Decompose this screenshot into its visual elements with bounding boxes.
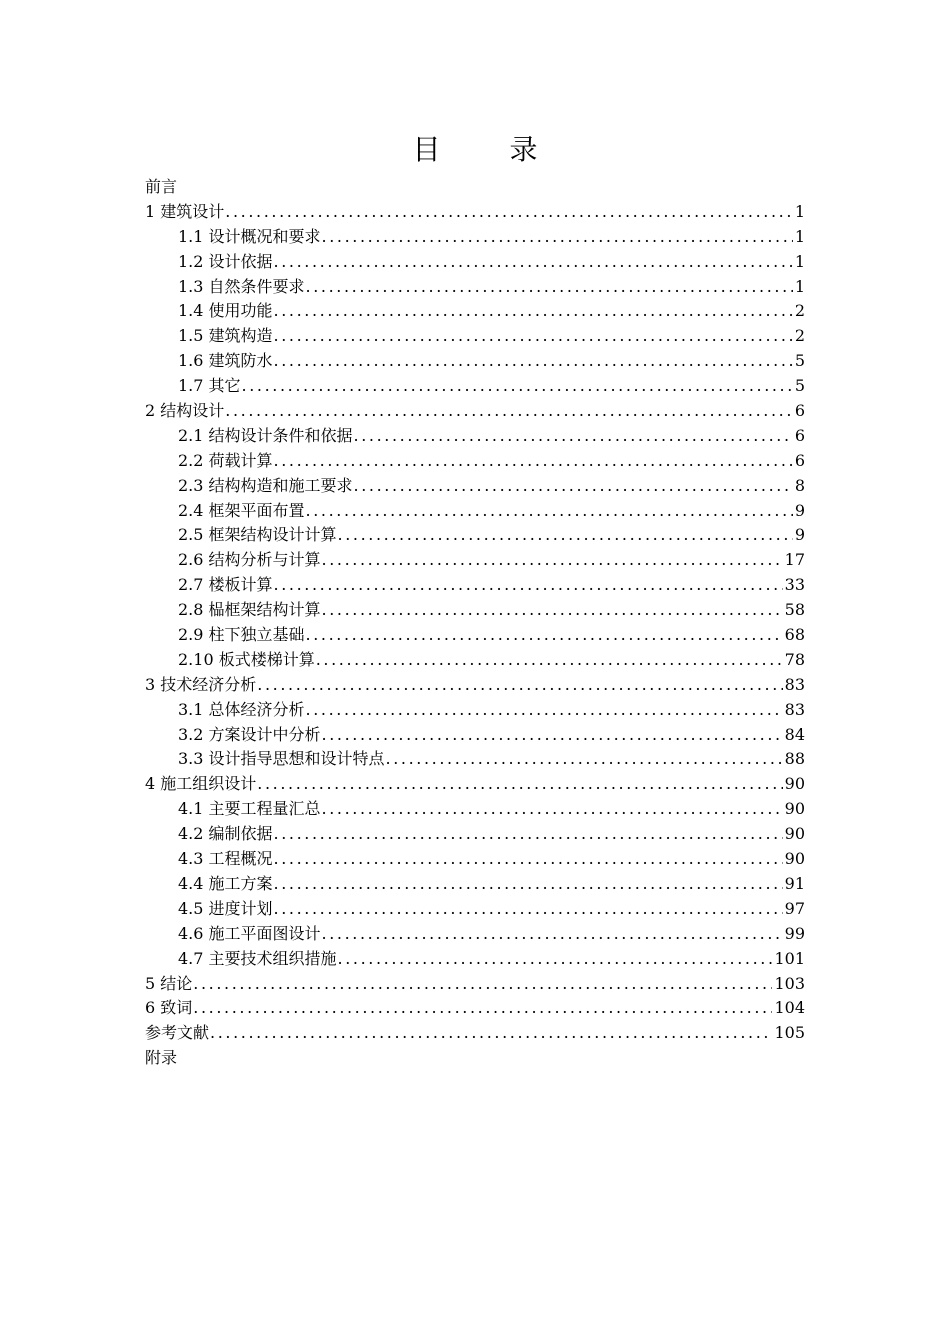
toc-dot-leader: [322, 797, 783, 822]
toc-entry-label: 5 结论: [145, 973, 193, 993]
toc-dot-leader: [322, 723, 783, 748]
toc-entry-label: 2.4 框架平面布置: [178, 500, 305, 520]
toc-entry-page-number: 5: [794, 376, 805, 396]
toc-entry-label: 1.5 建筑构造: [178, 326, 273, 346]
toc-dot-leader: [193, 972, 772, 997]
toc-dot-leader: [306, 698, 783, 723]
toc-entry-page-number: 97: [784, 898, 805, 918]
toc-entry[interactable]: [145, 648, 805, 673]
toc-dot-leader: [274, 872, 783, 897]
toc-dot-leader: [338, 947, 773, 972]
toc-entry-page-number: 91: [784, 873, 805, 893]
toc-dot-leader: [274, 250, 793, 275]
toc-entry[interactable]: [145, 822, 805, 847]
toc-entry-page-number: 90: [784, 824, 805, 844]
toc-entry[interactable]: [145, 1046, 805, 1071]
toc-entry-label: 3.2 方案设计中分析: [178, 724, 321, 744]
toc-entry-label: 6 致词: [145, 998, 193, 1018]
toc-entry-label: 2 结构设计: [145, 401, 225, 421]
toc-dot-leader: [316, 648, 783, 673]
toc-entry-page-number: 103: [774, 973, 805, 993]
toc-entry[interactable]: [145, 499, 805, 524]
toc-entry-label: 4.6 施工平面图设计: [178, 923, 321, 943]
toc-entry-page-number: 9: [794, 525, 805, 545]
toc-entry-label: 2.3 结构构造和施工要求: [178, 475, 353, 495]
toc-entry-page-number: 90: [784, 799, 805, 819]
toc-entry[interactable]: [145, 374, 805, 399]
toc-entry-page-number: 17: [784, 550, 805, 570]
toc-entry[interactable]: [145, 175, 805, 200]
toc-entry[interactable]: [145, 872, 805, 897]
toc-entry-label: 1.3 自然条件要求: [178, 276, 305, 296]
toc-entry-label: 1.2 设计依据: [178, 251, 273, 271]
toc-entry-label: 前言: [145, 177, 178, 196]
toc-entry[interactable]: [145, 523, 805, 548]
toc-dot-leader: [274, 299, 793, 324]
toc-entry[interactable]: [145, 200, 805, 225]
toc-entry-page-number: 1: [794, 226, 805, 246]
toc-dot-leader: [225, 200, 793, 225]
toc-entry-label: 1.1 设计概况和要求: [178, 226, 321, 246]
toc-entry[interactable]: [145, 275, 805, 300]
toc-entry[interactable]: [145, 598, 805, 623]
toc-dot-leader: [306, 499, 793, 524]
toc-entry[interactable]: [145, 573, 805, 598]
toc-dot-leader: [322, 548, 783, 573]
toc-entry-page-number: 105: [774, 1023, 805, 1043]
toc-entry-label: 4.7 主要技术组织措施: [178, 948, 337, 968]
toc-entry-label: 4.5 进度计划: [178, 898, 273, 918]
toc-dot-leader: [322, 922, 783, 947]
toc-entry-page-number: 99: [784, 923, 805, 943]
toc-entry[interactable]: [145, 250, 805, 275]
toc-entry-label: 4.3 工程概况: [178, 849, 273, 869]
toc-entry-page-number: 101: [774, 948, 805, 968]
toc-entry-page-number: 1: [794, 251, 805, 271]
toc-entry[interactable]: [145, 996, 805, 1021]
toc-dot-leader: [225, 399, 793, 424]
toc-entry[interactable]: [145, 1021, 805, 1046]
toc-dot-leader: [274, 349, 793, 374]
toc-entry[interactable]: [145, 225, 805, 250]
toc-entry-page-number: 2: [794, 301, 805, 321]
toc-entry-label: 参考文献: [145, 1023, 210, 1043]
toc-dot-leader: [306, 275, 793, 300]
toc-entry-label: 2.1 结构设计条件和依据: [178, 425, 353, 445]
toc-entry-page-number: 90: [784, 849, 805, 869]
toc-entry[interactable]: [145, 349, 805, 374]
toc-entry-label: 3.3 设计指导思想和设计特点: [178, 749, 385, 769]
toc-dot-leader: [257, 673, 782, 698]
toc-dot-leader: [306, 623, 783, 648]
toc-entry-page-number: 2: [794, 326, 805, 346]
toc-entry[interactable]: [145, 772, 805, 797]
toc-entry[interactable]: [145, 623, 805, 648]
toc-entry-page-number: 90: [784, 774, 805, 794]
toc-entry-label: 附录: [145, 1048, 178, 1068]
toc-entry-page-number: 83: [784, 699, 805, 719]
toc-entry[interactable]: [145, 847, 805, 872]
toc-entry-label: 2.7 楼板计算: [178, 575, 273, 595]
toc-dot-leader: [354, 474, 793, 499]
toc-entry-label: 2.9 柱下独立基础: [178, 625, 305, 645]
toc-dot-leader: [322, 598, 783, 623]
toc-entry-label: 1 建筑设计: [145, 201, 225, 221]
toc-entry-page-number: 84: [784, 724, 805, 744]
toc-dot-leader: [274, 324, 793, 349]
table-of-contents: [145, 175, 805, 1071]
toc-entry[interactable]: [145, 698, 805, 723]
toc-entry-label: 2.5 框架结构设计计算: [178, 525, 337, 545]
toc-entry-page-number: 1: [794, 276, 805, 296]
toc-dot-leader: [274, 847, 783, 872]
toc-entry[interactable]: [145, 299, 805, 324]
toc-entry-page-number: 6: [794, 401, 805, 421]
toc-dot-leader: [257, 772, 782, 797]
toc-dot-leader: [274, 573, 783, 598]
toc-entry[interactable]: [145, 897, 805, 922]
toc-entry[interactable]: [145, 399, 805, 424]
toc-dot-leader: [322, 225, 793, 250]
toc-dot-leader: [354, 424, 793, 449]
toc-dot-leader: [242, 374, 793, 399]
toc-entry[interactable]: [145, 424, 805, 449]
toc-entry-label: 2.6 结构分析与计算: [178, 550, 321, 570]
page-title: 目 录: [412, 133, 568, 166]
toc-entry[interactable]: [145, 474, 805, 499]
toc-entry-page-number: 68: [784, 625, 805, 645]
toc-entry-page-number: 1: [794, 201, 805, 221]
toc-entry-page-number: 5: [794, 351, 805, 371]
toc-entry-page-number: 78: [784, 649, 805, 669]
toc-entry-label: 3.1 总体经济分析: [178, 699, 305, 719]
toc-entry[interactable]: [145, 723, 805, 748]
toc-entry[interactable]: [145, 947, 805, 972]
toc-entry-label: 3 技术经济分析: [145, 674, 257, 694]
toc-entry-label: 2.2 荷载计算: [178, 450, 273, 470]
toc-entry-label: 4.2 编制依据: [178, 824, 273, 844]
toc-dot-leader: [274, 449, 793, 474]
toc-entry-page-number: 6: [794, 450, 805, 470]
toc-entry-page-number: 88: [784, 749, 805, 769]
toc-entry[interactable]: [145, 797, 805, 822]
toc-dot-leader: [386, 747, 783, 772]
toc-dot-leader: [338, 523, 793, 548]
toc-entry-label: 4.4 施工方案: [178, 873, 273, 893]
toc-entry[interactable]: [145, 449, 805, 474]
toc-entry-label: 4 施工组织设计: [145, 774, 257, 794]
toc-entry[interactable]: [145, 922, 805, 947]
toc-entry-page-number: 9: [794, 500, 805, 520]
toc-entry-label: 2.8 榀框架结构计算: [178, 600, 321, 620]
toc-dot-leader: [274, 822, 783, 847]
toc-entry-label: 1.7 其它: [178, 376, 241, 396]
toc-entry[interactable]: [145, 673, 805, 698]
toc-entry-label: 4.1 主要工程量汇总: [178, 799, 321, 819]
toc-entry[interactable]: [145, 548, 805, 573]
toc-entry-page-number: 33: [784, 575, 805, 595]
toc-entry[interactable]: [145, 972, 805, 997]
toc-entry[interactable]: [145, 324, 805, 349]
toc-dot-leader: [274, 897, 783, 922]
toc-entry-page-number: 6: [794, 425, 805, 445]
toc-entry-page-number: 58: [784, 600, 805, 620]
toc-entry-label: 2.10 板式楼梯计算: [178, 649, 315, 669]
toc-entry-page-number: 83: [784, 674, 805, 694]
toc-dot-leader: [193, 996, 772, 1021]
toc-entry-label: 1.6 建筑防水: [178, 351, 273, 371]
toc-dot-leader: [210, 1021, 772, 1046]
toc-entry-page-number: 104: [774, 998, 805, 1018]
toc-entry-page-number: 8: [794, 475, 805, 495]
toc-entry-label: 1.4 使用功能: [178, 301, 273, 321]
toc-entry[interactable]: [145, 747, 805, 772]
